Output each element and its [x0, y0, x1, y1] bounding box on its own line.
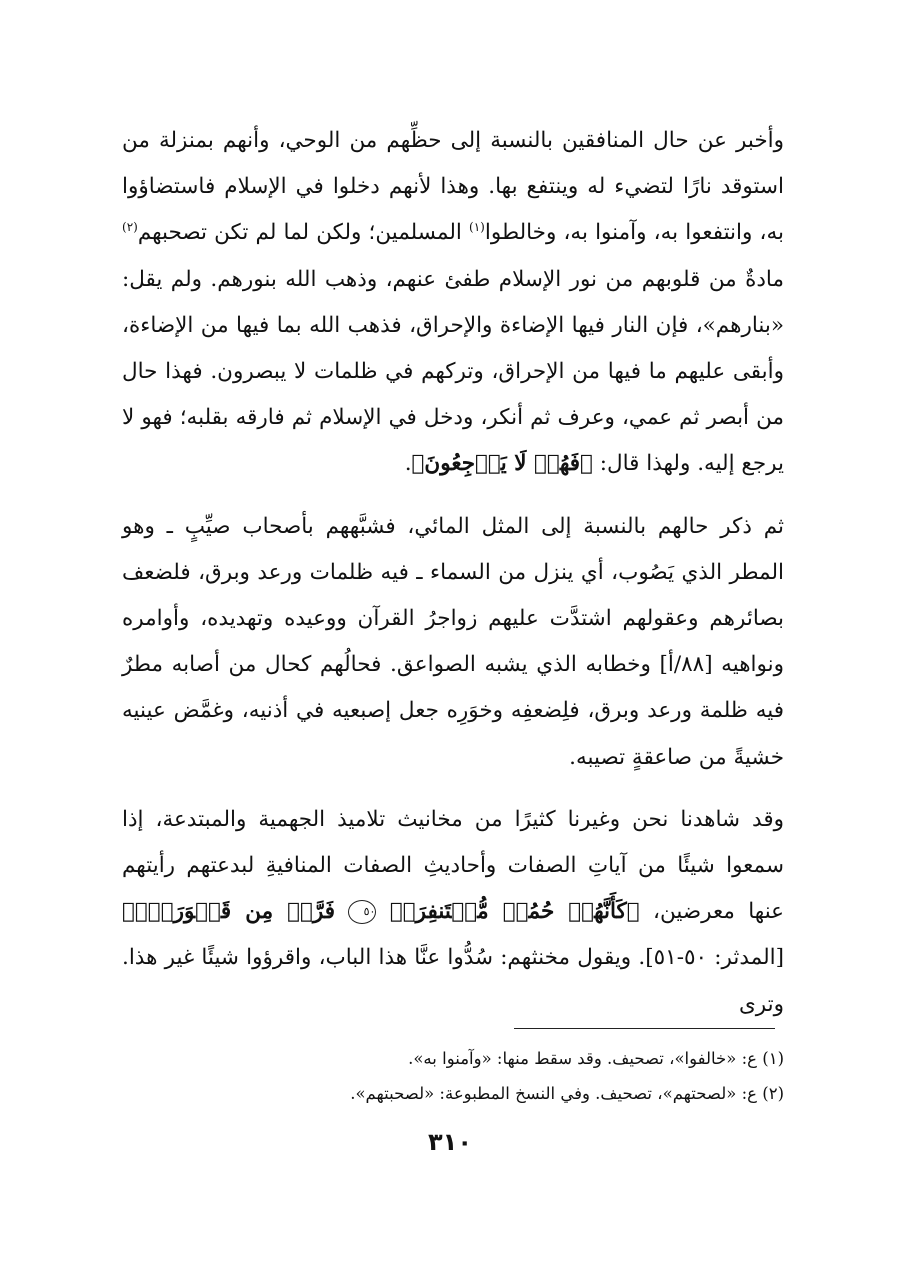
page-number: ٣١٠ — [428, 1128, 472, 1156]
quran-quote-1: ﴿كَأَنَّهُمۡ حُمُرٞ مُّسۡتَنفِرَةٞ — [389, 899, 640, 925]
paragraph-3-text-a: وقد شاهدنا نحن وغيرنا كثيرًا من مخانيث تلاميذ الجهمية والمبتدعة، إذا سمعوا شيئًا من آياتِ الصفات وأحاديثِ الصفات المنافيةِ لبدعتهم رأيتهم عنها معرضين، — [122, 806, 785, 925]
footnote-ref-1: (١) — [469, 220, 485, 235]
ayah-number-marker: ٥٠ — [348, 900, 376, 924]
footnotes — [122, 1041, 784, 1111]
paragraph-1-end: . — [404, 451, 412, 477]
footnote-separator — [514, 1028, 775, 1029]
paragraph-3-text-b: [المدثر: ٥٠-٥١]. ويقول مخنثهم: سُدُّوا عنَّا هذا الباب، واقرؤوا شيئًا غير هذا. وترى — [122, 945, 785, 1017]
paragraph-1-text-c: مادةٌ من قلوبهم من نور الإسلام طفئ عنهم، وذهب الله بنورهم. ولم يقل: «بنارهم»، فإن النار فيها الإضاءة والإحراق، فذهب الله بما فيها من الإضاءة، وأبقى عليهم ما فيها من الإحراق، وتركهم في ظلمات لا يبصرون. فهذا حال من أبصر ثم عمي، وعرف ثم أنكر، ودخل في الإسلام ثم فارقه بقلبه؛ فهو لا يرجع إليه. ولهذا قال: — [122, 266, 784, 477]
quran-quote: ﴿فَهُمۡ لَا يَرۡجِعُونَ﴾ — [411, 451, 593, 477]
paragraph-1 — [122, 118, 784, 488]
paragraph-3 — [122, 797, 784, 1028]
paragraph-1-text-b: المسلمين؛ ولكن لما لم تكن تصحبهم — [137, 220, 470, 246]
footnote-2: (٢) ع: «لصحتهم»، تصحيف. وفي النسخ المطبوعة: «لصحبتهم». — [350, 1084, 784, 1103]
paragraph-1-text-a: وأخبر عن حال المنافقين بالنسبة إلى حظِّهم من الوحي، وأنهم بمنزلة من استوقد نارًا لتضيء له وينتفع بها. وهذا لأنهم دخلوا في الإسلام فاستضاؤوا به، وانتفعوا به، وآمنوا به، وخالطوا — [122, 128, 784, 246]
footnote-1: (١) ع: «خالفوا»، تصحيف. وقد سقط منها: «وآمنوا به». — [408, 1049, 784, 1068]
main-text — [122, 118, 784, 1028]
quran-quote-2: فَرَّتۡ مِن قَسۡوَرَةِۭ﴾ — [122, 899, 336, 925]
paragraph-2: ثم ذكر حالهم بالنسبة إلى المثل المائي، فشبَّههم بأصحاب صيِّبٍ ـ وهو المطر الذي يَصُوب، أي ينزل من السماء ـ فيه ظلمات ورعد وبرق، فلضعف بصائرهم وعقولهم اشتدَّت عليهم زواجرُ القرآن ووعيده وتهديده، وأوامره ونواهيه [٨٨/أ] وخطابه الذي يشبه الصواعق. فحالُهم كحال من أصابه مطرٌ فيه ظلمة ورعد وبرق، فلِضعفِه وخوَرِه جعل إصبعيه في أذنيه، وغمَّض عينيه خشيةً من صاعقةٍ تصيبه. — [122, 513, 784, 770]
footnote-ref-2: (٢) — [122, 220, 138, 235]
